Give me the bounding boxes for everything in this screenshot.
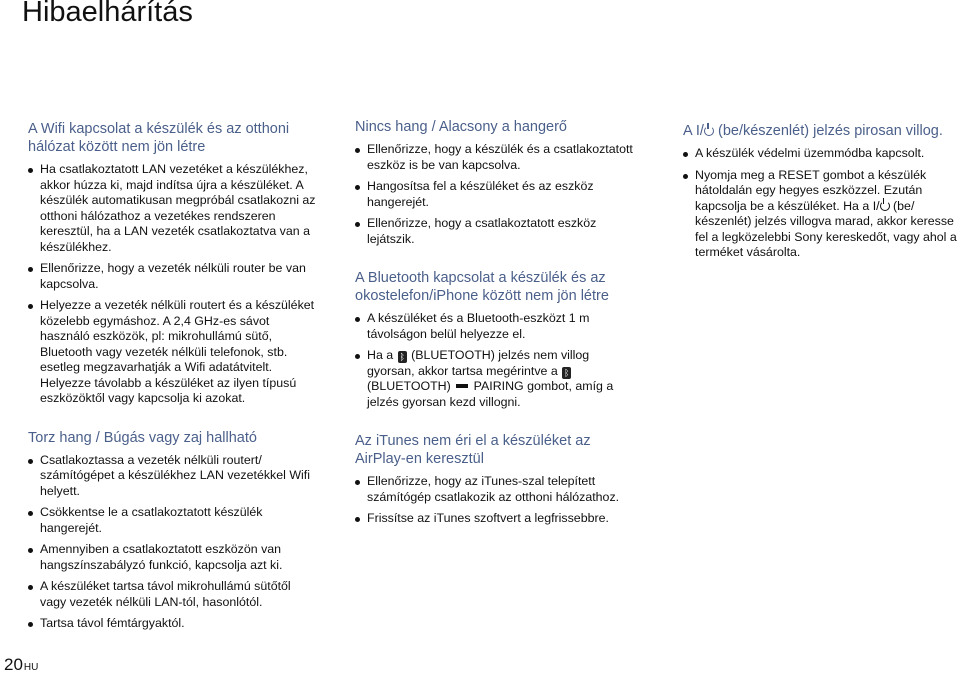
power-icon bbox=[880, 201, 890, 211]
list-item: Ellenőrizze, hogy az iTunes-szal telepített számítógép csatlakozik az otthoni hálózathoz. bbox=[355, 474, 635, 505]
bt-text-c: (BLUETOOTH) bbox=[367, 379, 451, 393]
page-number: 20 bbox=[4, 655, 23, 674]
list-item: Tartsa távol fémtárgyaktól. bbox=[28, 616, 318, 632]
page-footer bbox=[4, 655, 38, 675]
sound-list bbox=[355, 142, 635, 247]
section-heading-wifi: A Wifi kapcsolat a készülék és az otthoni hálózat között nem jön létre bbox=[28, 121, 290, 155]
language-code: HU bbox=[23, 662, 39, 673]
bt-text-a: Ha a bbox=[367, 348, 394, 362]
column-left bbox=[28, 120, 318, 654]
column-middle bbox=[355, 118, 635, 549]
list-item: Amennyiben a csatlakoztatott eszközön van hangszínszabályzó funkció, kapcsolja azt ki. bbox=[28, 542, 318, 573]
power-heading-b: (be/készenlét) jelzés pirosan villog. bbox=[713, 123, 943, 139]
column-right bbox=[683, 122, 958, 283]
list-item: Helyezze a vezeték nélküli routert és a készüléket közelebb egymáshoz. A 2,4 GHz-es sávot használó eszközök, pl: mikrohullámú sütő, Bluetooth vagy vezeték nélküli telefonok, stb. esetleg megzavarhatják a Wifi adatátvitelt. Helyezze távolabb a készüléket az ilyen típusú eszközöktől vagy kapcsolja ki azokat. bbox=[28, 298, 318, 407]
bluetooth-icon: ᛒ bbox=[564, 367, 570, 378]
itunes-list bbox=[355, 474, 635, 527]
bt-text-d: PAIRING gombot, amíg a jelzés gyorsan kezd villogni. bbox=[367, 379, 614, 409]
section-power bbox=[683, 122, 958, 261]
list-item: Ellenőrizze, hogy a vezeték nélküli router be van kapcsolva. bbox=[28, 261, 318, 292]
section-heading-itunes: Az iTunes nem éri el a készüléket az AirPlay-en keresztül bbox=[355, 433, 591, 467]
power-text-a: Nyomja meg a RESET gombot a készülék hátoldalán egy hegyes eszközzel. Ezután kapcsolja be a készüléket. Ha a I/ bbox=[695, 167, 927, 213]
bluetooth-icon: ᛒ bbox=[399, 352, 405, 362]
press-hold-icon bbox=[456, 384, 468, 388]
power-list bbox=[683, 146, 958, 261]
list-item: Ellenőrizze, hogy a csatlakoztatott eszköz lejátszik. bbox=[355, 216, 635, 247]
list-item: A készüléket tartsa távol mikrohullámú sütőtől vagy vezeték nélküli LAN-tól, hasonlótól. bbox=[28, 579, 318, 610]
bt-text-b: (BLUETOOTH) jelzés nem villog gyorsan, akkor tartsa megérintve a bbox=[367, 348, 590, 378]
list-item: Frissítse az iTunes szoftvert a legfrissebbre. bbox=[355, 511, 635, 527]
bluetooth-list bbox=[355, 311, 635, 410]
power-icon bbox=[704, 126, 714, 136]
list-item bbox=[355, 348, 635, 410]
section-wifi bbox=[28, 120, 318, 407]
section-noise bbox=[28, 429, 318, 632]
page-title: Hibaelhárítás bbox=[22, 0, 193, 28]
list-item: A készülék védelmi üzemmódba kapcsolt. bbox=[683, 146, 958, 162]
section-heading-noise: Torz hang / Búgás vagy zaj hallható bbox=[28, 429, 257, 446]
wifi-list bbox=[28, 162, 318, 407]
list-item bbox=[683, 168, 958, 261]
section-heading-bluetooth: A Bluetooth kapcsolat a készülék és az okostelefon/iPhone között nem jön létre bbox=[355, 270, 609, 304]
list-item: A készüléket és a Bluetooth-eszközt 1 m távolságon belül helyezze el. bbox=[355, 311, 635, 342]
list-item: Ellenőrizze, hogy a készülék és a csatlakoztatott eszköz is be van kapcsolva. bbox=[355, 142, 635, 173]
section-itunes bbox=[355, 432, 635, 527]
section-heading-sound: Nincs hang / Alacsony a hangerő bbox=[355, 119, 567, 135]
list-item: Csökkentse le a csatlakoztatott készülék hangerejét. bbox=[28, 505, 318, 536]
list-item: Ha csatlakoztatott LAN vezetéket a készülékhez, akkor húzza ki, majd indítsa újra a készüléket. A készülék automatikusan megpróbál csatlakozni az otthoni hálózathoz a vezetékes rendszeren keresztül, ha a LAN vezeték csatlakoztatva van a készülékhez. bbox=[28, 162, 318, 255]
power-heading-a: A I/ bbox=[683, 123, 704, 139]
noise-list bbox=[28, 453, 318, 632]
section-bluetooth bbox=[355, 269, 635, 410]
section-heading-power bbox=[683, 122, 958, 140]
section-sound bbox=[355, 118, 635, 247]
list-item: Hangosítsa fel a készüléket és az eszköz hangerejét. bbox=[355, 179, 635, 210]
list-item: Csatlakoztassa a vezeték nélküli routert/ számítógépet a készülékhez LAN vezetékkel Wifi helyett. bbox=[28, 453, 318, 500]
power-text-b: (be/ készenlét) jelzés villogva marad, akkor keresse fel a legközelebbi Sony kereskedőt, vagy ahol a terméket vásárolta. bbox=[695, 198, 957, 259]
